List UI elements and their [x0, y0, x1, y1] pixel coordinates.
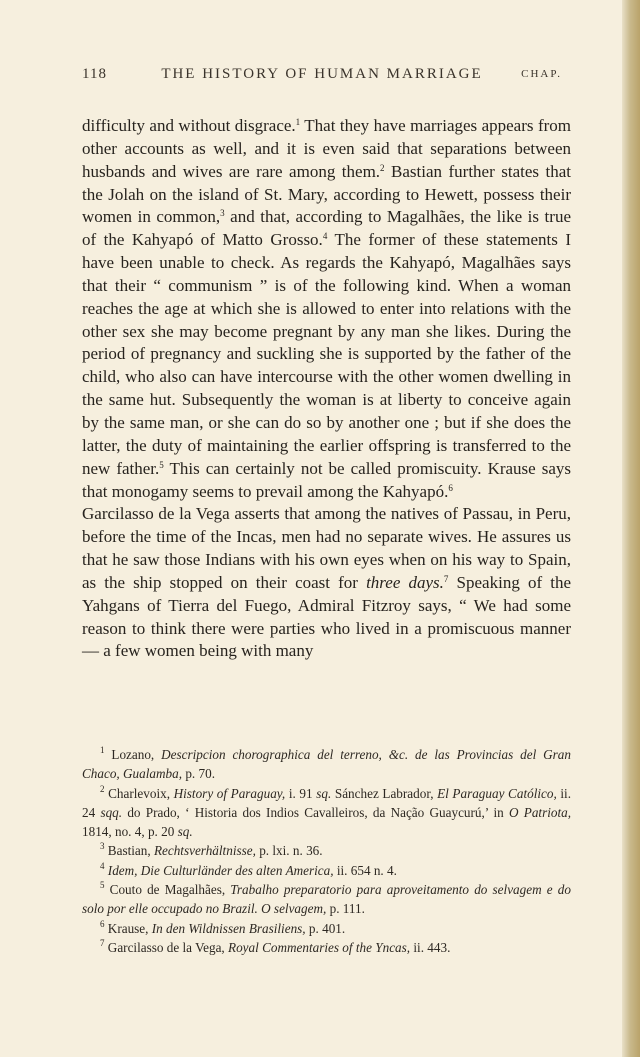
text-run: ii. 443.: [410, 939, 451, 955]
italic-text: Idem, Die Culturländer des alten America,: [107, 862, 334, 878]
text-run: Bastian,: [104, 843, 154, 859]
footnote-marker: 2: [100, 783, 105, 794]
italic-text: Royal Commentaries of the Yncas,: [228, 939, 411, 955]
text-run: That they have marriages appears from other accounts as well, and it is even said that separations between husbands and wives are rare among them.: [82, 116, 571, 181]
footnote: [82, 745, 571, 784]
footnote: [82, 784, 571, 842]
footnote-marker: 7: [100, 937, 105, 948]
italic-text: Trabalho preparatorio para aproveitamento do selvagem e do solo por elle occupado no Brazil. O selvagem,: [82, 882, 571, 917]
text-run: This can certainly not be called promiscuity. Krause says that monogamy seems to prevail among the Kahyapó.: [82, 458, 572, 501]
footnote-marker: 5: [159, 459, 164, 470]
text-run: do Prado, ‘ Historia dos Indios Cavalleiros, da Nação Guaycurú,’ in: [122, 804, 509, 820]
text-run: p. lxi. n. 36.: [255, 843, 323, 859]
text-run: Speaking of the Yahgans of Tierra del Fuego, Admiral Fitzroy says, “ We had some reason to think there were parties who lived in a promiscuous manner— a few women being with many: [82, 572, 571, 661]
italic-text: sqq.: [100, 804, 123, 820]
italic-text: El Paraguay Católico,: [437, 785, 557, 801]
text-run: Sánchez Labrador,: [331, 785, 438, 801]
text-run: i. 91: [285, 785, 317, 801]
chapter-label: CHAP.: [521, 68, 562, 80]
text-run: Lozano,: [104, 747, 162, 762]
page-edge: [622, 0, 640, 1057]
footnote-marker: 3: [220, 208, 225, 219]
footnote: [82, 861, 571, 880]
footnote: [82, 841, 571, 860]
footnote-marker: 4: [100, 860, 105, 871]
text-run: and that, according to Magalhães, the like is true of the Kahyapó of Matto Grosso.: [82, 207, 571, 250]
footnote: [82, 880, 571, 919]
running-header: [82, 66, 562, 90]
italic-text: sq.: [316, 785, 332, 801]
italic-text: Rechtsverhältnisse,: [153, 843, 256, 859]
italic-text: sq.: [177, 824, 193, 840]
text-run: Bastian further states that the Jolah on the island of St. Mary, according to Hewett, possess their women in common,: [82, 161, 571, 227]
italic-text: three days.: [366, 572, 444, 592]
body-text: [82, 115, 571, 663]
page-number: 118: [82, 66, 107, 82]
footnote-marker: 6: [448, 482, 453, 493]
text-run: ii. 24: [82, 785, 572, 820]
running-title: THE HISTORY OF HUMAN MARRIAGE: [161, 66, 483, 82]
footnote-marker: 3: [100, 841, 105, 852]
footnote-marker: 4: [322, 231, 328, 242]
text-run: Krause,: [104, 920, 152, 936]
text-run: Couto de Magalhães,: [104, 882, 231, 898]
footnote-marker: 1: [295, 117, 301, 127]
footnote-marker: 6: [100, 918, 105, 929]
text-run: p. 70.: [182, 766, 215, 782]
italic-text: History of Paraguay,: [173, 785, 286, 801]
italic-text: In den Wildnissen Brasiliens,: [151, 920, 306, 936]
footnote: [82, 938, 571, 957]
text-run: The former of these statements I have been unable to check. As regards the Kahyapó, Magalhães says that their “ communism ” is of the following kind. When a woman reaches the age at which she is allowed to enter into relations with the other sex she may become pregnant by any man she likes. During the period of pregnancy and suckling she is supported by the father of the child, who also can have intercourse with the other women dwelling in the same hut. Subsequently the woman is at liberty to conceive again by the same man, or she can do so by another one ; but if she does the latter, the duty of maintaining the earlier offspring is transferred to the new father.: [82, 230, 571, 478]
text-run: p. 401.: [305, 920, 346, 936]
text-run: Charlevoix,: [104, 785, 174, 801]
footnote-marker: 5: [100, 880, 105, 891]
footnote-marker: 1: [100, 745, 105, 755]
footnotes: [82, 745, 571, 957]
footnote: [82, 919, 571, 938]
italic-text: O Patriota,: [508, 804, 572, 820]
italic-text: Descripcion chorographica del terreno, &c. de las Provincias del Gran Chaco, Gualamba,: [82, 747, 571, 782]
footnote-marker: 7: [443, 573, 449, 584]
text-run: Garcilasso de la Vega asserts that among the natives of Passau, in Peru, before the time of the Incas, men had no separate wives. He assures us that he saw those Indians with his own eyes when on his way to Spain, as the ship stopped on their coast for: [82, 504, 571, 592]
text-run: p. 111.: [326, 901, 365, 917]
paragraph: [82, 503, 571, 663]
text-run: 1814, no. 4, p. 20: [82, 824, 178, 840]
footnote-marker: 2: [380, 162, 385, 173]
text-run: difficulty and without disgrace.: [82, 116, 296, 135]
text-run: Garcilasso de la Vega,: [104, 939, 229, 955]
text-run: ii. 654 n. 4.: [333, 862, 397, 878]
paragraph: [82, 115, 571, 503]
